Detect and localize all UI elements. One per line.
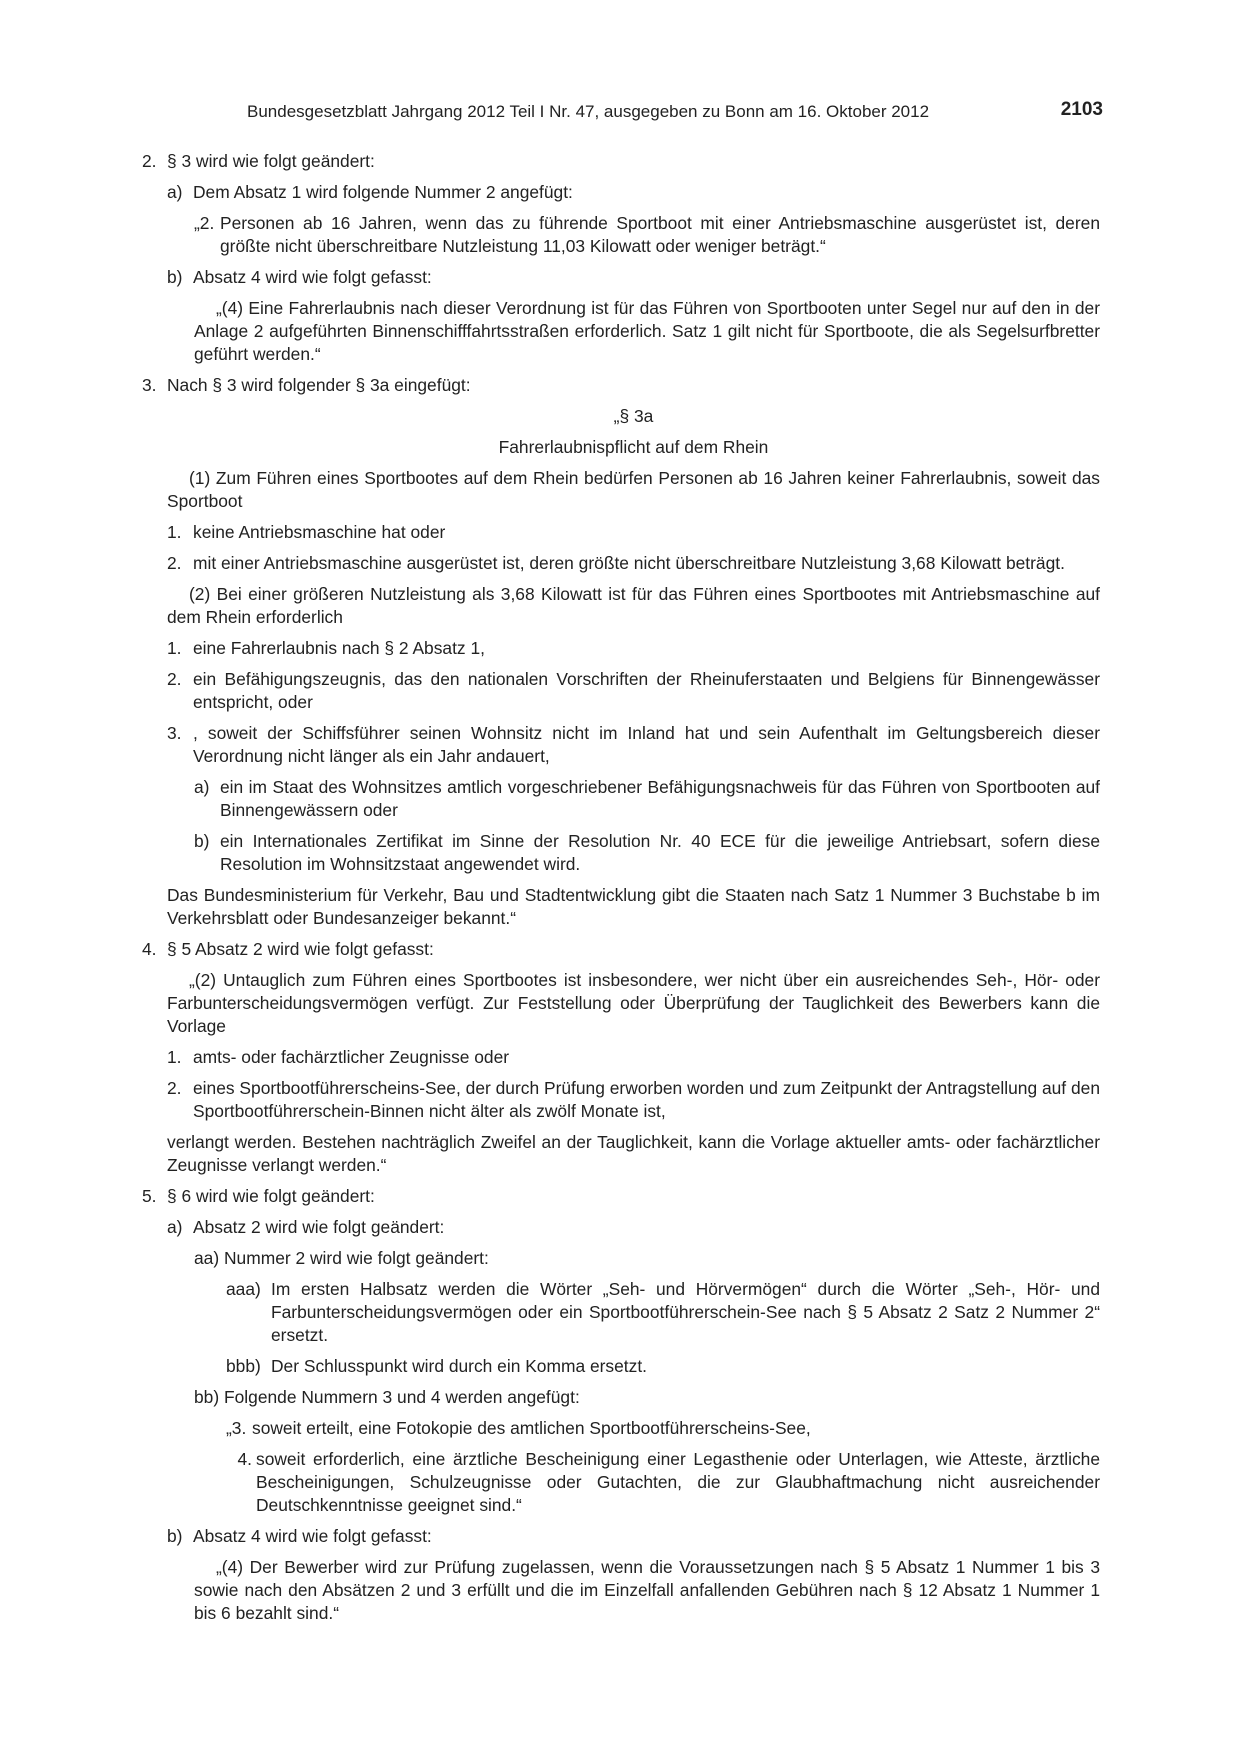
item-text: keine Antriebsmaschine hat oder <box>193 522 446 542</box>
list-item <box>142 637 1100 660</box>
item-label: bb) <box>194 1387 220 1407</box>
item-text: soweit erforderlich, eine ärztliche Bescheinigung einer Legasthenie oder Unterlagen, wie Atteste, ärztliche Bescheinigungen, Schulzeugnisse oder Gutachten, die zur Glaubhaftmachung nicht ausreichender Deutschkenntnisse geeignet sind.“ <box>256 1449 1100 1515</box>
item-label: a) <box>194 777 210 797</box>
item-label: bbb) <box>226 1356 261 1376</box>
quoted-paragraph: „(4) Der Bewerber wird zur Prüfung zugelassen, wenn die Voraussetzungen nach § 5 Absatz 1 Nummer 1 bis 3 sowie nach den Absätzen 2 und 3 erfüllt und die im Einzelfall anfallenden Gebühren nach § 12 Absatz 1 Nummer 1 bis 6 bezahlt sind.“ <box>194 1557 1100 1623</box>
item-label: a) <box>167 1217 183 1237</box>
item-label: 3. <box>167 723 182 743</box>
item-text: Im ersten Halbsatz werden die Wörter „Seh- und Hörvermögen“ durch die Wörter „Seh-, Hör- und Farbunterscheidungsvermögen oder ein Sportbootführerschein-See nach § 5 Absatz 2 Satz 2 Nummer 2“ ersetzt. <box>271 1279 1100 1345</box>
item-text: Personen ab 16 Jahren, wenn das zu führende Sportboot mit einer Antriebsmaschine ausgerüstet ist, deren größte nicht überschreitbare Nutzleistung 11,03 Kilowatt oder weniger beträgt.“ <box>220 213 1100 256</box>
list-item <box>142 1077 1100 1123</box>
list-item <box>142 1185 1100 1208</box>
list-item <box>142 668 1100 714</box>
item-label: b) <box>167 1526 183 1546</box>
item-text: Dem Absatz 1 wird folgende Nummer 2 angefügt: <box>193 182 573 202</box>
item-text: eine Fahrerlaubnis nach § 2 Absatz 1, <box>193 638 485 658</box>
item-label: 4. <box>237 1449 252 1469</box>
section-title: Fahrerlaubnispflicht auf dem Rhein <box>498 437 769 457</box>
item-label: 1. <box>167 638 182 658</box>
paragraph: (2) Bei einer größeren Nutzleistung als 3,68 Kilowatt ist für das Führen eines Sportbootes mit Antriebsmaschine auf dem Rhein erforderlich <box>167 584 1100 627</box>
paragraph: verlangt werden. Bestehen nachträglich Zweifel an der Tauglichkeit, kann die Vorlage aktueller amts- oder fachärztlicher Zeugnisse verlangt werden.“ <box>167 1132 1100 1175</box>
list-item <box>142 1386 1100 1409</box>
quoted-item <box>142 1417 1100 1440</box>
list-item <box>142 1355 1100 1378</box>
publication-title: Bundesgesetzblatt Jahrgang 2012 Teil I Nr. 47, ausgegeben zu Bonn am 16. Oktober 2012 <box>247 102 930 121</box>
item-label: 2. <box>167 669 182 689</box>
list-item <box>142 1247 1100 1270</box>
item-text: § 6 wird wie folgt geändert: <box>167 1186 375 1206</box>
item-text: eines Sportbootführerscheins-See, der durch Prüfung erworben worden und zum Zeitpunkt der Antragstellung auf den Sportbootführerschein-Binnen nicht älter als zwölf Monate ist, <box>193 1078 1100 1121</box>
list-item <box>142 150 1100 173</box>
item-label: 2. <box>142 151 157 171</box>
item-text: , soweit der Schiffsführer seinen Wohnsitz nicht im Inland hat und sein Aufenthalt im Geltungsbereich dieser Verordnung nicht länger als ein Jahr andauert, <box>193 723 1100 766</box>
item-text: ein Internationales Zertifikat im Sinne der Resolution Nr. 40 ECE für die jeweilige Antriebsart, sofern diese Resolution im Wohnsitzstaat angewendet wird. <box>220 831 1100 874</box>
item-text: Der Schlusspunkt wird durch ein Komma ersetzt. <box>271 1356 647 1376</box>
item-label: aaa) <box>226 1279 261 1299</box>
list-item <box>142 1278 1100 1347</box>
item-text: Absatz 2 wird wie folgt geändert: <box>193 1217 445 1237</box>
list-item <box>142 374 1100 397</box>
item-label: „2. <box>194 213 215 233</box>
item-label: aa) <box>194 1248 220 1268</box>
item-text: § 5 Absatz 2 wird wie folgt gefasst: <box>167 939 434 959</box>
section-heading: „§ 3a <box>613 406 654 426</box>
item-text: ein Befähigungszeugnis, das den nationalen Vorschriften der Rheinuferstaaten und Belgiens für Binnengewässer entspricht, oder <box>193 669 1100 712</box>
item-text: Absatz 4 wird wie folgt gefasst: <box>193 267 432 287</box>
list-item <box>142 1525 1100 1548</box>
page-number: 2103 <box>1060 99 1103 120</box>
item-text: Folgende Nummern 3 und 4 werden angefügt: <box>224 1387 580 1407</box>
list-item <box>142 776 1100 822</box>
item-text: § 3 wird wie folgt geändert: <box>167 151 375 171</box>
list-item <box>142 266 1100 289</box>
page-header <box>0 100 1241 126</box>
quoted-item <box>142 1448 1100 1517</box>
list-item <box>142 830 1100 876</box>
item-text: amts- oder fachärztlicher Zeugnisse oder <box>193 1047 510 1067</box>
item-label: 4. <box>142 939 157 959</box>
item-label: 3. <box>142 375 157 395</box>
item-text: mit einer Antriebsmaschine ausgerüstet ist, deren größte nicht überschreitbare Nutzleistung 3,68 Kilowatt beträgt. <box>193 553 1065 573</box>
list-item <box>142 1046 1100 1069</box>
item-label: a) <box>167 182 183 202</box>
paragraph: Das Bundesministerium für Verkehr, Bau und Stadtentwicklung gibt die Staaten nach Satz 1 Nummer 3 Buchstabe b im Verkehrsblatt oder Bundesanzeiger bekannt.“ <box>167 885 1100 928</box>
item-label: „3. <box>226 1418 247 1438</box>
document-body <box>142 150 1100 1633</box>
item-text: ein im Staat des Wohnsitzes amtlich vorgeschriebener Befähigungsnachweis für das Führen von Sportbooten auf Binnengewässern oder <box>220 777 1100 820</box>
list-item <box>142 521 1100 544</box>
item-text: soweit erteilt, eine Fotokopie des amtlichen Sportbootführerscheins-See, <box>252 1418 811 1438</box>
item-text: Absatz 4 wird wie folgt gefasst: <box>193 1526 432 1546</box>
quoted-paragraph: „(4) Eine Fahrerlaubnis nach dieser Verordnung ist für das Führen von Sportbooten unter Segel nur auf den in der Anlage 2 aufgeführten Binnenschifffahrtsstraßen erforderlich. Satz 1 gilt nicht für Sportboote, die als Segelsurfbretter geführt werden.“ <box>194 298 1100 364</box>
item-label: 1. <box>167 1047 182 1067</box>
list-item <box>142 552 1100 575</box>
list-item <box>142 938 1100 961</box>
item-text: Nummer 2 wird wie folgt geändert: <box>224 1248 489 1268</box>
list-item <box>142 1216 1100 1239</box>
item-label: 2. <box>167 553 182 573</box>
paragraph: (1) Zum Führen eines Sportbootes auf dem Rhein bedürfen Personen ab 16 Jahren keiner Fahrerlaubnis, soweit das Sportboot <box>167 468 1100 511</box>
quoted-item <box>142 212 1100 258</box>
list-item <box>142 181 1100 204</box>
list-item <box>142 722 1100 768</box>
item-label: b) <box>194 831 210 851</box>
quoted-paragraph: „(2) Untauglich zum Führen eines Sportbootes ist insbesondere, wer nicht über ein ausreichendes Seh-, Hör- oder Farbunterscheidungsvermögen verfügt. Zur Feststellung oder Überprüfung der Tauglichkeit des Bewerbers kann die Vorlage <box>167 970 1100 1036</box>
item-label: 5. <box>142 1186 157 1206</box>
item-label: 2. <box>167 1078 182 1098</box>
item-text: Nach § 3 wird folgender § 3a eingefügt: <box>167 375 471 395</box>
item-label: b) <box>167 267 183 287</box>
item-label: 1. <box>167 522 182 542</box>
